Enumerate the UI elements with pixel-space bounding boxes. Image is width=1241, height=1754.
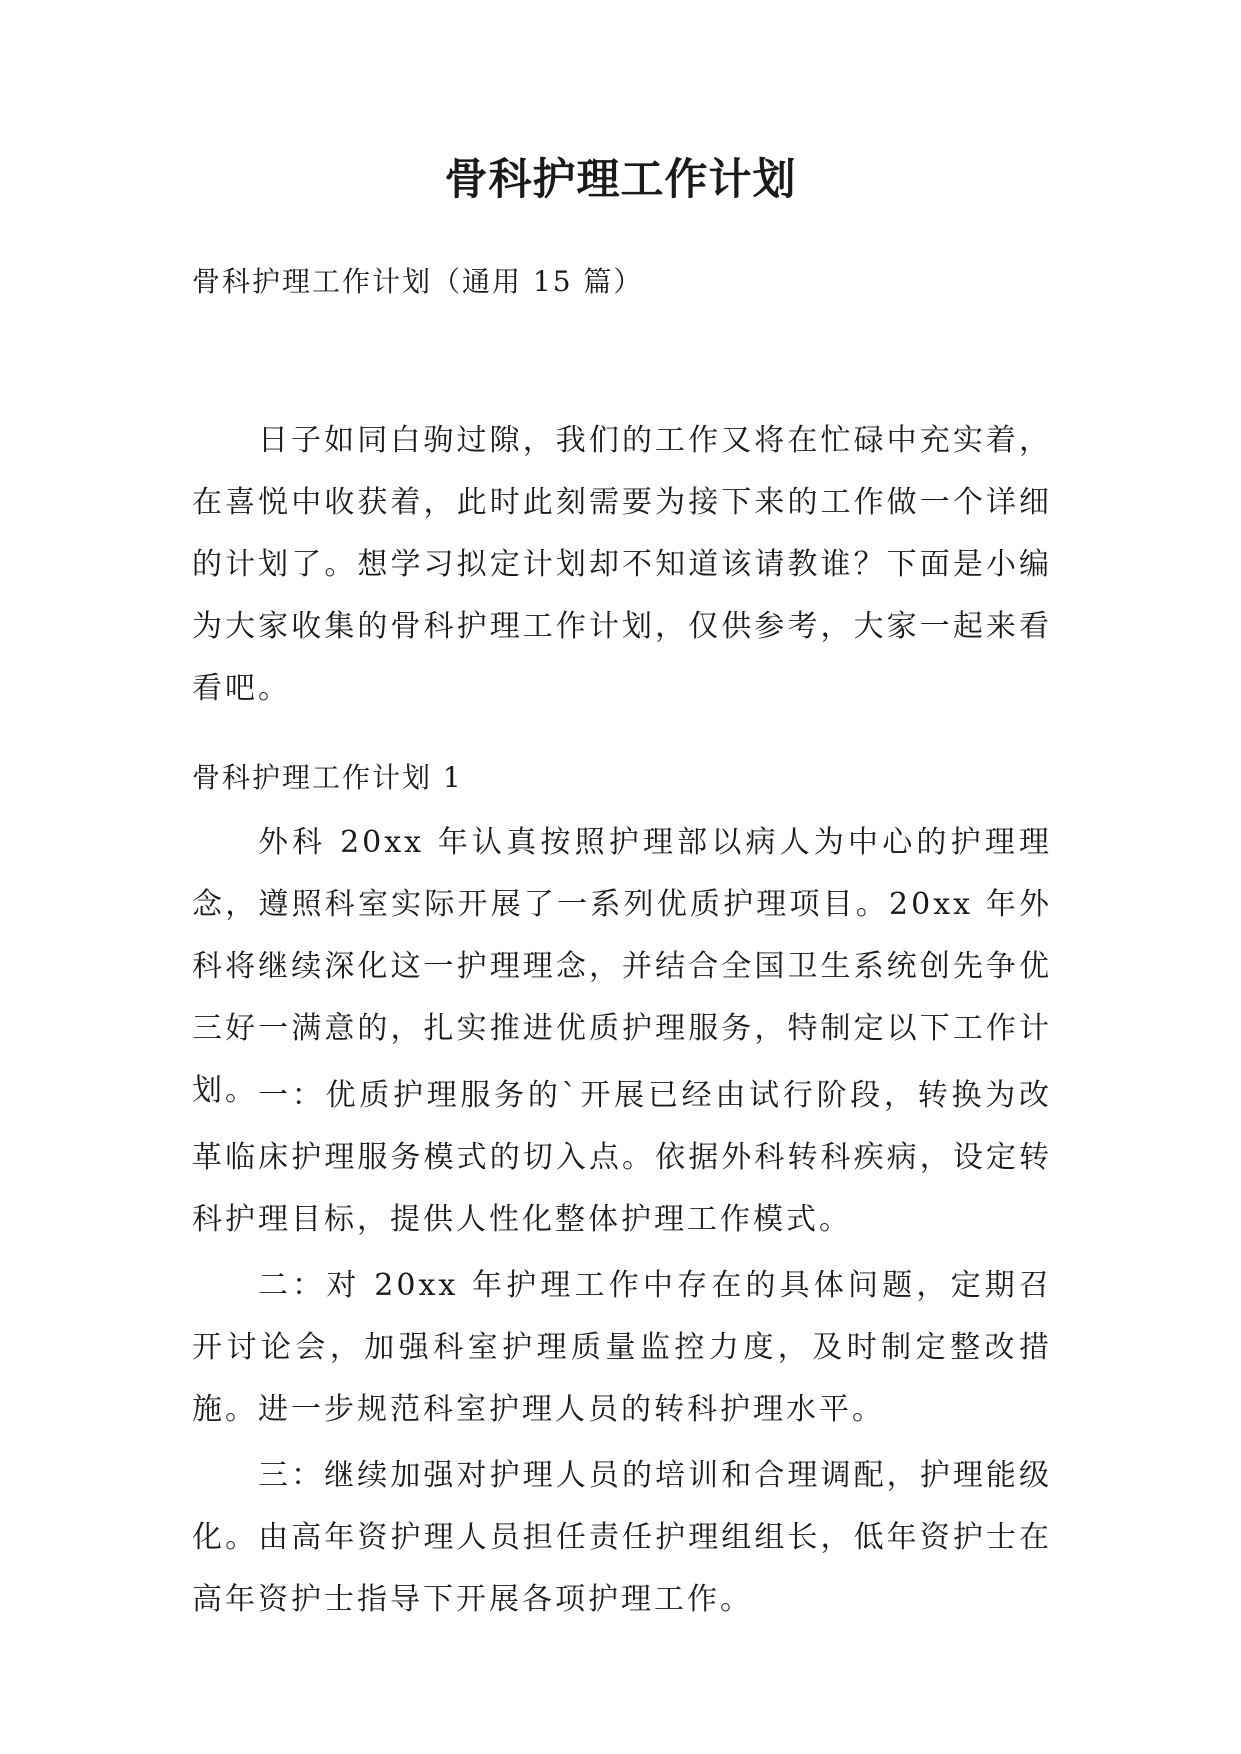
body-paragraph: 三：继续加强对护理人员的培训和合理调配，护理能级化。由高年资护理人员担任责任护理组组长，低年资护士在高年资护士指导下开展各项护理工作。 xyxy=(192,1458,1052,1617)
body-paragraph: 一：优质护理服务的`开展已经由试行阶段，转换为改革临床护理服务模式的切入点。依据外科转科疾病，设定转科护理目标，提供人性化整体护理工作模式。 xyxy=(192,1078,1052,1237)
body-paragraph: 二：对 20xx 年护理工作中存在的具体问题，定期召开讨论会，加强科室护理质量监控力度，及时制定整改措施。进一步规范科室护理人员的转科护理水平。 xyxy=(192,1268,1052,1427)
body-paragraph: 外科 20xx 年认真按照护理部以病人为中心的护理理念，遵照科室实际开展了一系列优质护理项目。20xx 年外科将继续深化这一护理理念，并结合全国卫生系统创先争优三好一满意的，扎实推进优质护理服务，特制定以下工作计划。 xyxy=(192,825,1052,1108)
document-subtitle: 骨科护理工作计划（通用 15 篇） xyxy=(192,265,644,298)
section-heading: 骨科护理工作计划 1 xyxy=(192,761,463,794)
intro-paragraph: 日子如同白驹过隙，我们的工作又将在忙碌中充实着，在喜悦中收获着，此时此刻需要为接下来的工作做一个详细的计划了。想学习拟定计划却不知道该请教谁？下面是小编为大家收集的骨科护理工作计划，仅供参考，大家一起来看看吧。 xyxy=(192,423,1052,706)
document-title: 骨科护理工作计划 xyxy=(444,155,797,205)
